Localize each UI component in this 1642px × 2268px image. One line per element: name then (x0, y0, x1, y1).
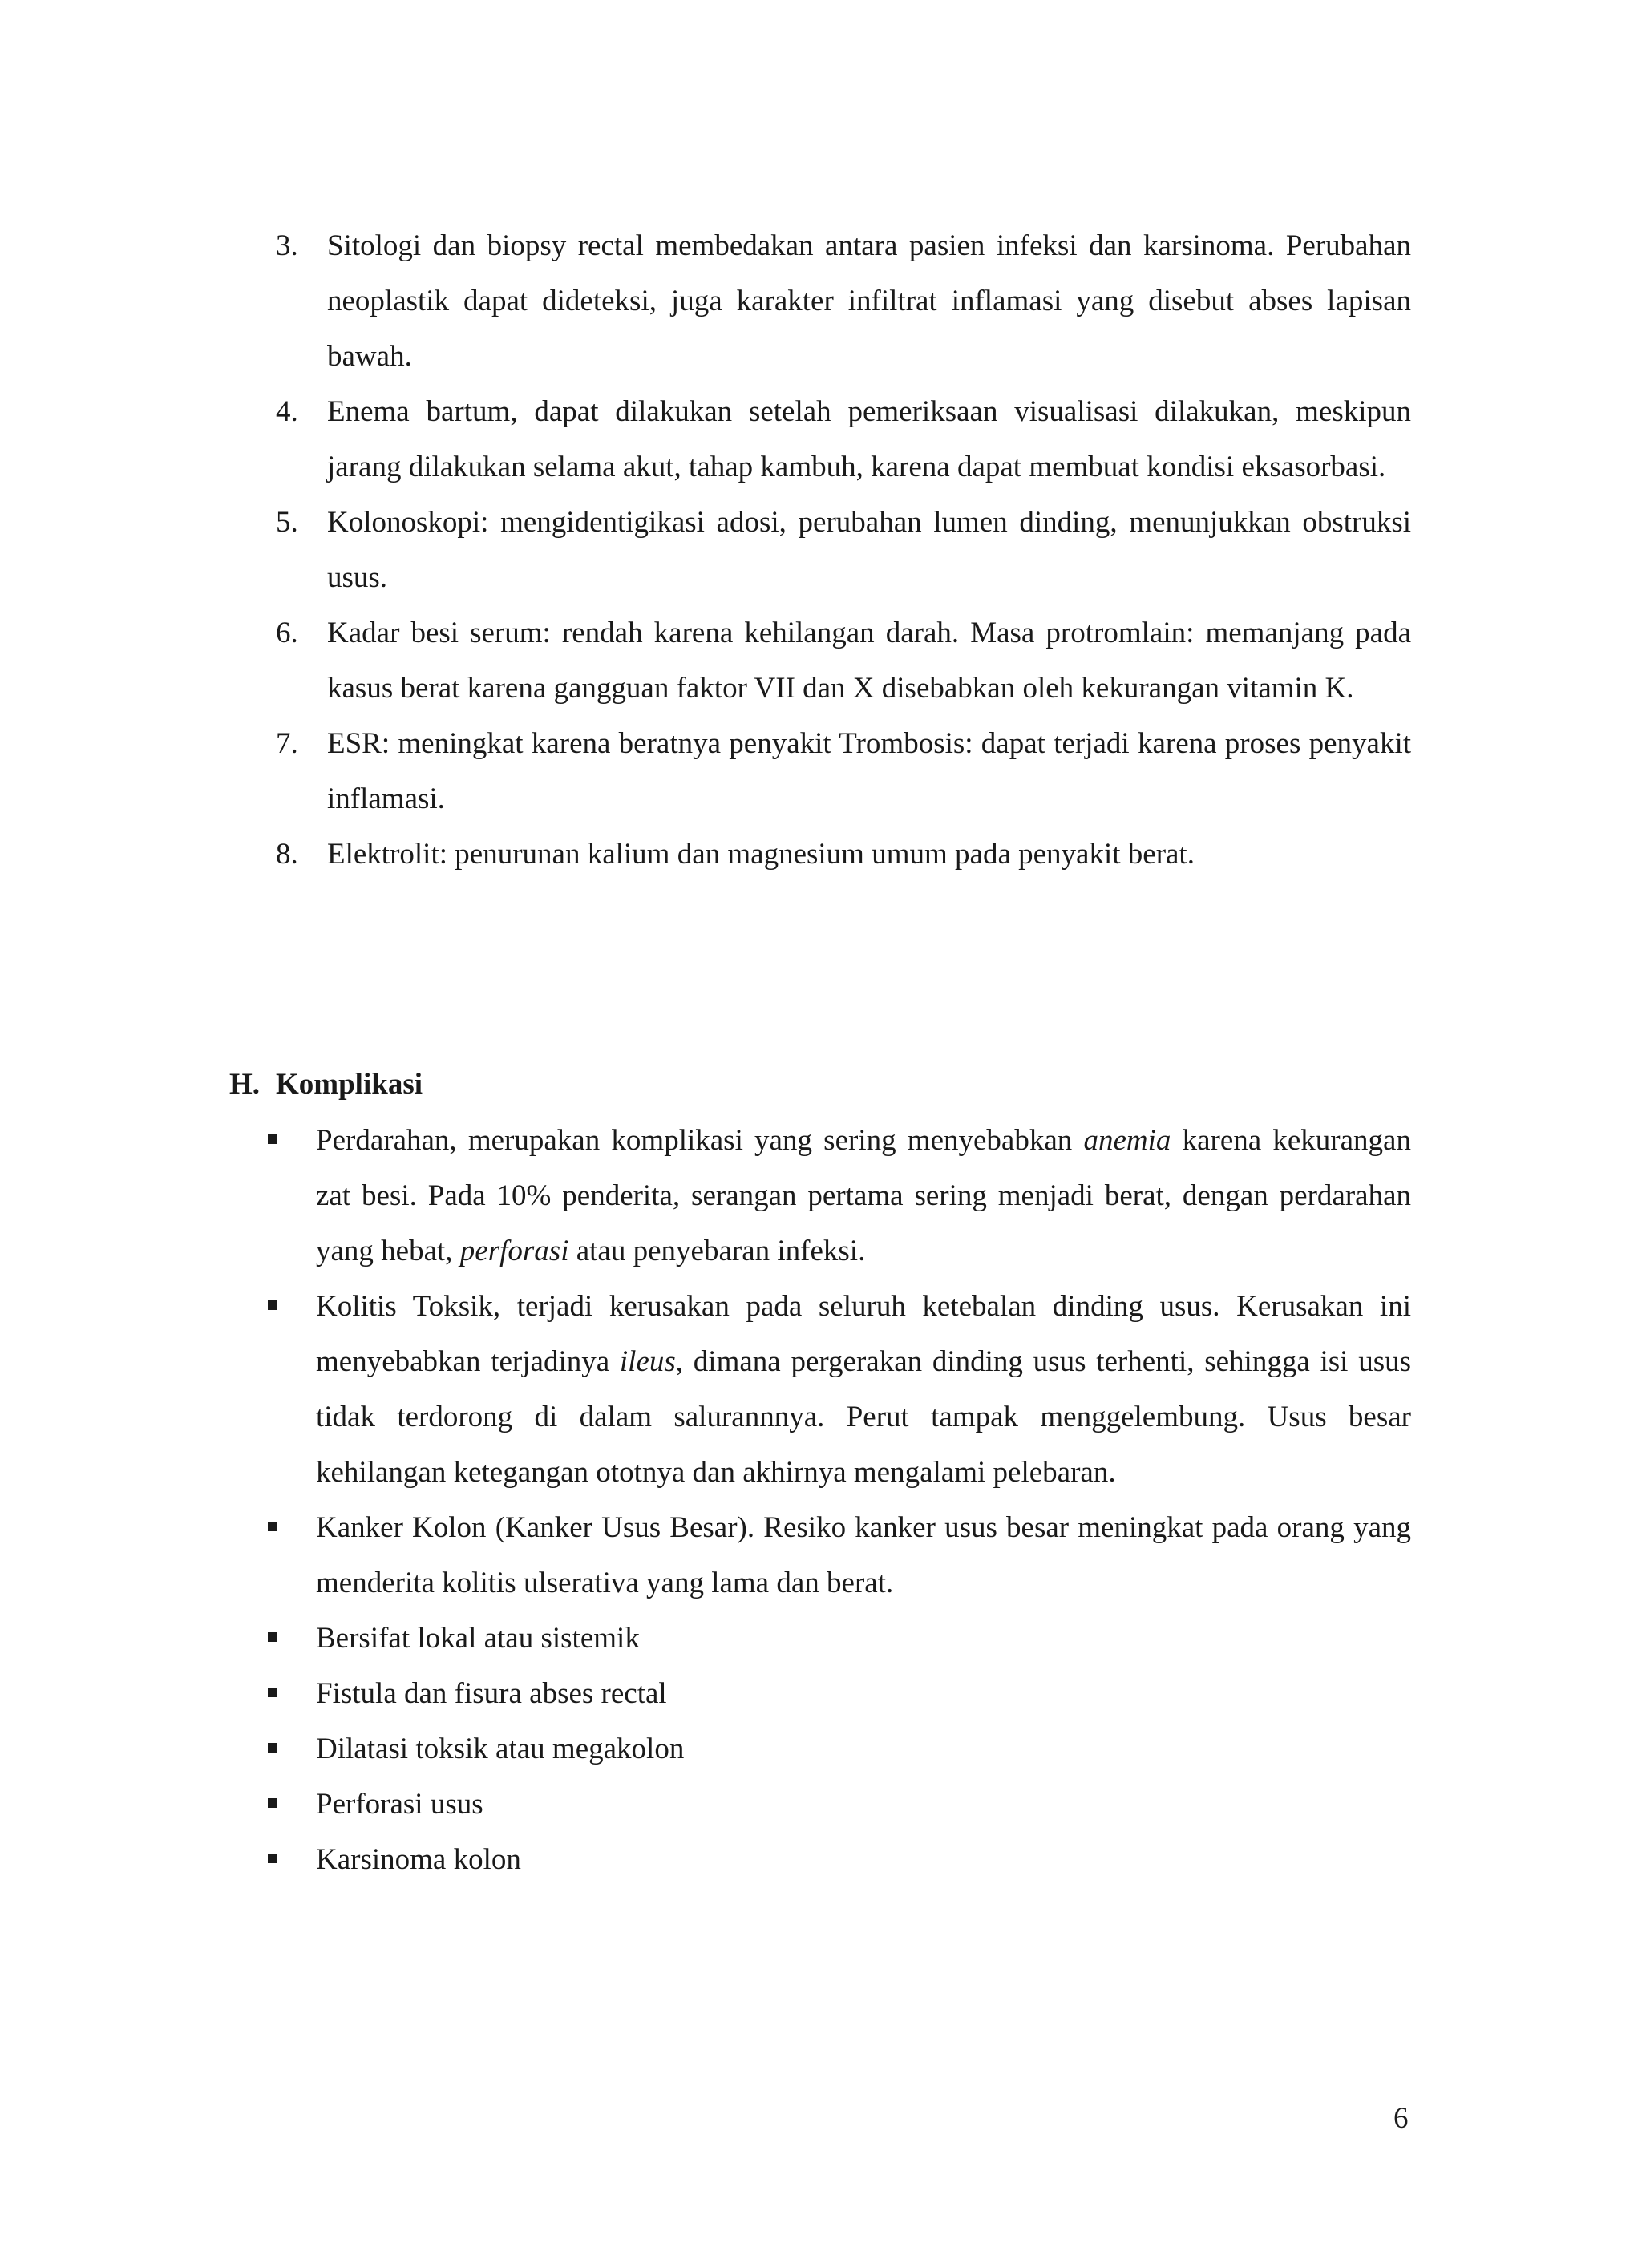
bullet-text: Perforasi usus (316, 1788, 483, 1821)
square-bullet-icon (268, 1300, 277, 1310)
item-number: 4. (276, 395, 298, 428)
square-bullet-icon (268, 1632, 277, 1642)
section-heading (229, 1057, 423, 1112)
square-bullet-icon (268, 1798, 277, 1808)
item-text: Kadar besi serum: rendah karena kehilangan darah. Masa protromlain: memanjang pada kasus berat karena gangguan faktor VII dan X disebabkan oleh kekurangan vitamin K. (327, 617, 1411, 705)
item-number: 8. (276, 838, 298, 871)
bullet-item (265, 1279, 1411, 1500)
bullet-list (265, 1113, 1411, 1887)
square-bullet-icon (268, 1522, 277, 1531)
bullet-text: , dimana pergerakan dinding usus terhenti, sehingga isi usus tidak terdorong di dalam salurannnya. Perut tampak menggelembung. Usus besar kehilangan ketegangan ototnya dan akhirnya mengalami pelebaran. (316, 1345, 1411, 1489)
list-item (276, 384, 1411, 495)
item-text: Enema bartum, dapat dilakukan setelah pemeriksaan visualisasi dilakukan, meskipun jarang dilakukan selama akut, tahap kambuh, karena dapat membuat kondisi eksasorbasi. (327, 395, 1411, 483)
bullet-text: Kolitis Toksik, terjadi kerusakan pada seluruh ketebalan dinding usus. Kerusakan ini menyebabkan terjadinya (316, 1290, 1411, 1378)
bullet-item (265, 1611, 1411, 1666)
bullet-text: atau penyebaran infeksi. (568, 1235, 866, 1267)
bullet-item (265, 1113, 1411, 1279)
italic-term: ileus (619, 1345, 676, 1378)
numbered-list (276, 218, 1411, 882)
square-bullet-icon (268, 1134, 277, 1144)
bullet-item (265, 1500, 1411, 1611)
section-number: H. (229, 1068, 261, 1101)
bullet-text: Perdarahan, merupakan komplikasi yang sering menyebabkan (316, 1124, 1084, 1157)
italic-term: perforasi (459, 1235, 569, 1267)
italic-term: anemia (1083, 1124, 1171, 1157)
item-number: 7. (276, 727, 298, 760)
item-text: ESR: meningkat karena beratnya penyakit Trombosis: dapat terjadi karena proses penyakit inflamasi. (327, 727, 1411, 815)
bullet-text: Dilatasi toksik atau megakolon (316, 1732, 685, 1765)
bullet-text: Kanker Kolon (Kanker Usus Besar). Resiko kanker usus besar meningkat pada orang yang menderita kolitis ulserativa yang lama dan berat. (316, 1511, 1411, 1599)
square-bullet-icon (268, 1688, 277, 1697)
bullet-text: karena kekurangan zat besi. Pada 10% penderita, serangan pertama sering menjadi berat, dengan perdarahan yang hebat, (316, 1124, 1411, 1267)
bullet-item (265, 1666, 1411, 1721)
square-bullet-icon (268, 1743, 277, 1753)
bullet-item (265, 1721, 1411, 1777)
list-item (276, 827, 1411, 882)
bullet-text: Fistula dan fisura abses rectal (316, 1677, 667, 1710)
bullet-text: Bersifat lokal atau sistemik (316, 1622, 640, 1655)
item-number: 3. (276, 229, 298, 262)
list-item (276, 605, 1411, 716)
item-number: 6. (276, 617, 298, 649)
item-text: Kolonoskopi: mengidentigikasi adosi, perubahan lumen dinding, menunjukkan obstruksi usus. (327, 506, 1411, 594)
item-text: Sitologi dan biopsy rectal membedakan antara pasien infeksi dan karsinoma. Perubahan neoplastik dapat dideteksi, juga karakter infiltrat inflamasi yang disebut abses lapisan bawah. (327, 229, 1411, 373)
bullet-text: Karsinoma kolon (316, 1843, 521, 1876)
bullet-item (265, 1777, 1411, 1832)
list-item (276, 218, 1411, 384)
item-number: 5. (276, 506, 298, 539)
page-number: 6 (1393, 2102, 1409, 2135)
list-item (276, 716, 1411, 827)
bullet-item (265, 1832, 1411, 1887)
square-bullet-icon (268, 1854, 277, 1863)
item-text: Elektrolit: penurunan kalium dan magnesium umum pada penyakit berat. (327, 838, 1195, 871)
section-title: Komplikasi (276, 1068, 423, 1101)
list-item (276, 495, 1411, 605)
